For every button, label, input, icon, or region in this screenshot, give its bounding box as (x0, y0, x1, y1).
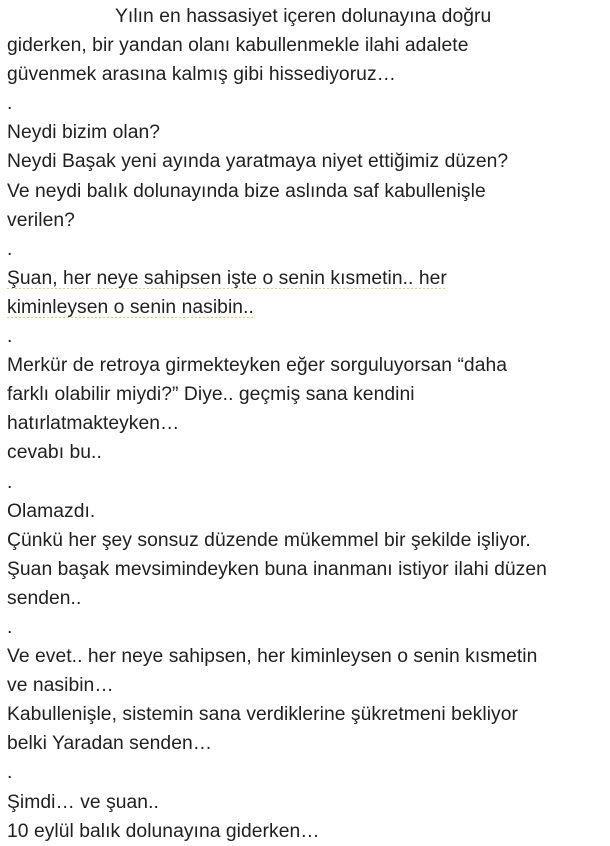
text-line (7, 293, 607, 322)
text-line: Şuan başak mevsimindeyken buna inanmanı istiyor ilahi düzen (7, 558, 547, 580)
text-line: ve nasibin… (7, 675, 114, 697)
text-line: Ve evet.. her neye sahipsen, her kiminleysen o senin kısmetin (7, 646, 538, 668)
text-line: Çünkü her şey sonsuz düzende mükemmel bir şekilde işliyor. (7, 529, 531, 551)
separator-dot: . (7, 238, 13, 260)
text-line (7, 264, 607, 293)
text-line: Kabullenişle, sistemin sana verdiklerine şükretmeni bekliyor (7, 704, 518, 726)
text-line: verilen? (7, 209, 75, 231)
text-line: Neydi Başak yeni ayında yaratmaya niyet ettiğimiz düzen? (7, 151, 509, 173)
separator-dot: . (7, 762, 13, 784)
text-line: farklı olabilir miydi?” Diye.. geçmiş sana kendini (7, 384, 415, 406)
separator-dot: . (7, 326, 13, 348)
text-line: Ve neydi balık dolunayında bize aslında saf kabullenişle (7, 180, 486, 202)
text-line: Neydi bizim olan? (7, 122, 161, 144)
text-line: belki Yaradan senden… (7, 733, 213, 755)
text-line: cevabı bu.. (7, 442, 102, 464)
text-line: Merkür de retroya girmekteyken eğer sorguluyorsan “daha (7, 355, 508, 377)
text-line: Olamazdı. (7, 500, 96, 522)
document-body (7, 2, 607, 846)
highlighted-text: kiminleysen o senin nasibin.. (7, 296, 254, 318)
text-line: güvenmek arasına kalmış gibi hissediyoruz… (7, 64, 396, 86)
text-line: Yılın en hassasiyet içeren dolunayına doğru (115, 6, 492, 27)
separator-dot: . (7, 93, 13, 115)
text-line: 10 eylül balık dolunayına giderken… (7, 820, 320, 842)
text-line: Şimdi… ve şuan.. (7, 791, 159, 813)
separator-dot: . (7, 471, 13, 493)
text-line: hatırlatmakteyken… (7, 413, 180, 435)
highlighted-text: Şuan, her neye sahipsen işte o senin kısmetin.. her (7, 267, 447, 289)
text-line: senden.. (7, 587, 82, 609)
separator-dot: . (7, 616, 13, 638)
text-line: giderken, bir yandan olanı kabullenmekle ilahi adalete (7, 35, 469, 57)
